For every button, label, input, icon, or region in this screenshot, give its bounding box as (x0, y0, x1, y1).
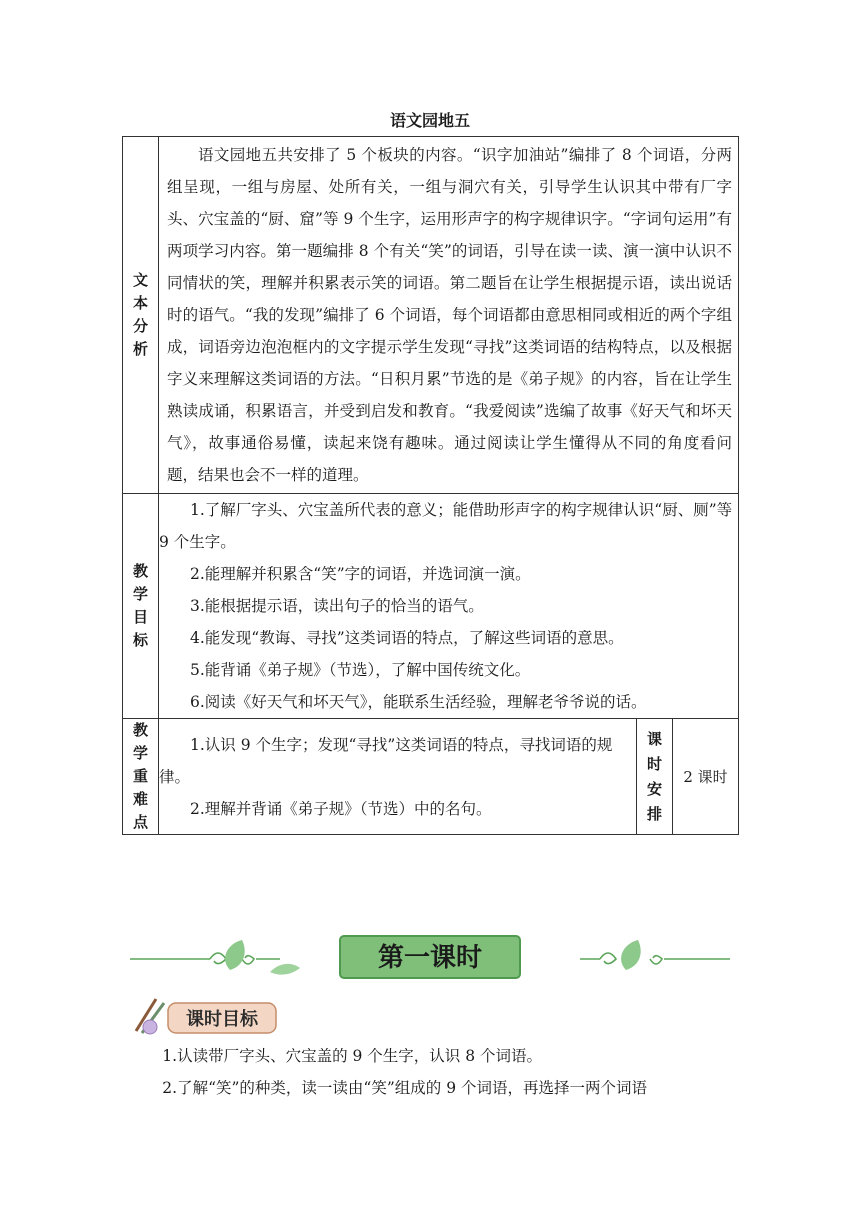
brush-icon (136, 999, 164, 1034)
goal-item: 6.阅读《好天气和坏天气》，能联系生活经验，理解老爷爷说的话。 (190, 693, 647, 711)
banner-right-ornament (580, 953, 730, 964)
goal-item: 1.了解厂字头、穴宝盖所代表的意义；能借助形声字的构字规律认识“厨、厕”等 9 个生字。 (159, 501, 733, 551)
keypoints-label: 教 学 重 难 点 (123, 719, 159, 835)
schedule-label: 课 时 安 排 (637, 719, 673, 835)
keypoint-item: 2.理解并背诵《弟子规》（节选）中的名句。 (190, 799, 492, 818)
lesson-objectives (122, 1040, 739, 1104)
analysis-row (123, 137, 739, 494)
lesson-plan-table (122, 136, 739, 835)
schedule-value: 2 课时 (673, 719, 739, 835)
analysis-text: 语文园地五共安排了 5 个板块的内容。“识字加油站”编排了 8 个词语，分两组呈现，一组与房屋、处所有关，一组与洞穴有关，引导学生认识其中带有厂字头、穴宝盖的“厨、窟”等 9 个生字，运用形声字的构字规律识字。“字词句运用”有两项学习内容。第一题编排 8 个有关“笑”的词语，引导在读一读、演一演中认识不同情状的笑，理解并积累表示笑的词语。第二题旨在让学生根据提示语，读出说话时的语气。“我的发现”编排了 6 个词语，每个词语都由意思相同或相近的两个字组成，词语旁边泡泡框内的文字提示学生发现“寻找”这类词语的结构特点，以及根据字义来理解这类词语的方法。“日积月累”节选的是《弟子规》的内容，旨在让学生熟读成诵，积累语言，并受到启发和教育。“我爱阅读”选编了故事《好天气和坏天气》，故事通俗易懂，读起来饶有趣味。通过阅读让学生懂得从不同的角度看问题，结果也会不一样的道理。 (167, 146, 732, 484)
objectives-badge (130, 995, 280, 1037)
page-title: 语文园地五 (389, 111, 470, 130)
banner-left-ornament (130, 953, 280, 964)
goals-label: 教 学 目 标 (123, 494, 159, 719)
goals-row (123, 494, 739, 719)
leaf-icon (270, 964, 300, 975)
banner-title: 第一课时 (377, 943, 483, 973)
analysis-content (159, 137, 739, 494)
keypoints-row (123, 719, 739, 835)
leaf-icon (225, 940, 245, 970)
badge-label: 课时目标 (186, 1009, 258, 1030)
analysis-label: 文 本 分 析 (123, 137, 159, 494)
keypoints-content (159, 719, 637, 835)
leaf-icon (621, 940, 641, 970)
objective-item: 2.了解“笑”的种类，读一读由“笑”组成的 9 个词语，再选择一两个词语 (162, 1079, 647, 1097)
goals-content (159, 494, 739, 719)
objective-item: 1.认读带厂字头、穴宝盖的 9 个生字，认识 8 个词语。 (162, 1047, 543, 1065)
lesson-banner (130, 932, 730, 982)
goal-item: 4.能发现“教诲、寻找”这类词语的特点，了解这些词语的意思。 (190, 629, 624, 647)
goal-item: 3.能根据提示语，读出句子的恰当的语气。 (190, 597, 484, 615)
goal-item: 5.能背诵《弟子规》（节选），了解中国传统文化。 (190, 661, 531, 679)
keypoint-item: 1.认识 9 个生字；发现“寻找”这类词语的特点，寻找词语的规律。 (159, 735, 613, 786)
goal-item: 2.能理解并积累含“笑”字的词语，并选词演一演。 (190, 565, 531, 583)
